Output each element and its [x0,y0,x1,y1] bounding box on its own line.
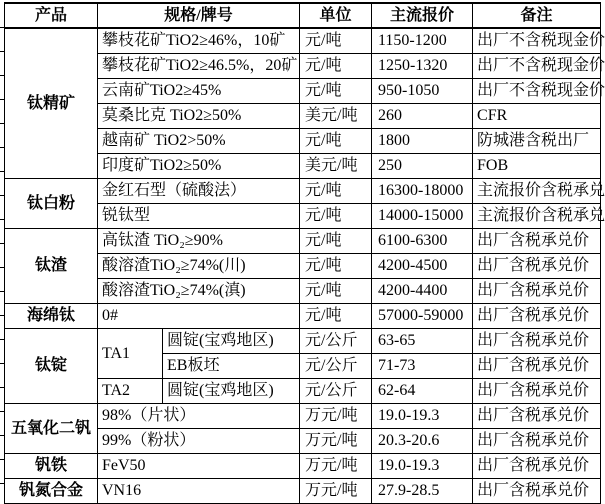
spec-cell: 越南矿 TiO2>50% [98,129,300,154]
note-cell: 出厂含税承兑价 [473,379,601,404]
header-product: 产品 [5,3,98,28]
table-row [5,229,601,254]
unit-cell: 元/吨 [300,304,372,329]
spec-cell: VN16 [98,479,300,504]
unit-cell: 万元/吨 [300,454,372,479]
note-cell: CFR [473,104,601,129]
note-cell: 出厂含税承兑价 [473,454,601,479]
product-cell: 钛精矿 [5,28,98,179]
header-unit: 单位 [300,3,372,28]
unit-cell: 元/吨 [300,28,372,54]
spec-cell: 酸溶渣TiO₂≥74%(川) [98,254,300,279]
table-row [5,404,601,429]
product-cell: 钒铁 [5,454,98,479]
price-cell: 260 [372,104,473,129]
price-cell: 16300-18000 [372,179,473,204]
product-cell: 钛白粉 [5,179,98,229]
note-cell: FOB [473,154,601,179]
note-cell: 主流报价含税承兑 [473,204,601,229]
product-cell: 五氧化二钒 [5,404,98,454]
unit-cell: 元/吨 [300,204,372,229]
spec-cell: 圆锭(宝鸡地区) [163,329,300,354]
spec-cell: 99%（粉状） [98,429,300,454]
unit-cell: 元/吨 [300,179,372,204]
spec-cell: 圆锭(宝鸡地区) [163,379,300,404]
price-cell: 62-64 [372,379,473,404]
price-cell: 20.3-20.6 [372,429,473,454]
product-cell: 钛渣 [5,229,98,304]
spec-cell: 金红石型（硫酸法） [98,179,300,204]
price-table [4,2,605,504]
price-cell: 14000-15000 [372,204,473,229]
table-row [5,329,601,354]
spec-cell: 莫桑比克 TiO2≥50% [98,104,300,129]
price-cell: 1800 [372,129,473,154]
spec-cell: 锐钛型 [98,204,300,229]
header-price: 主流报价 [372,3,473,28]
header-spec: 规格/牌号 [98,3,300,28]
price-cell: 4200-4400 [372,279,473,304]
spec-cell: 酸溶渣TiO₂≥74%(滇) [98,279,300,304]
note-cell: 出厂含税承兑价 [473,254,601,279]
note-cell: 出厂含税承兑价 [473,229,601,254]
product-cell: 钒氮合金 [5,479,98,504]
note-cell: 防城港含税出厂 [473,129,601,154]
price-cell: 6100-6300 [372,229,473,254]
spec-cell: EB板坯 [163,354,300,379]
price-cell: 19.0-19.3 [372,454,473,479]
price-cell: 250 [372,154,473,179]
price-cell: 950-1050 [372,79,473,104]
unit-cell: 元/公斤 [300,329,372,354]
unit-cell: 万元/吨 [300,404,372,429]
note-cell: 主流报价含税承兑 [473,179,601,204]
unit-cell: 元/公斤 [300,354,372,379]
table-row [5,179,601,204]
unit-cell: 元/公斤 [300,379,372,404]
spec-cell: 印度矿TiO2≥50% [98,154,300,179]
note-cell: 出厂含税承兑价 [473,479,601,504]
spec-cell: FeV50 [98,454,300,479]
table-row [5,28,601,54]
product-cell: 海绵钛 [5,304,98,329]
grade-cell: TA1 [98,329,163,379]
product-cell: 钛锭 [5,329,98,404]
price-cell: 4200-4500 [372,254,473,279]
note-cell: 出厂不含税现金价 [473,28,601,54]
note-cell: 出厂含税承兑价 [473,279,601,304]
table-row [5,304,601,329]
unit-cell: 元/吨 [300,254,372,279]
unit-cell: 万元/吨 [300,429,372,454]
unit-cell: 元/吨 [300,129,372,154]
unit-cell: 元/吨 [300,79,372,104]
spec-cell: 高钛渣 TiO₂≥90% [98,229,300,254]
grade-cell: TA2 [98,379,163,404]
note-cell: 出厂不含税现金价 [473,54,601,79]
price-cell: 63-65 [372,329,473,354]
unit-cell: 美元/吨 [300,104,372,129]
spec-cell: 云南矿TiO2≥45% [98,79,300,104]
price-cell: 1250-1320 [372,54,473,79]
spec-cell: 攀枝花矿TiO2≥46.5%，20矿 [98,54,300,79]
unit-cell: 元/吨 [300,279,372,304]
price-cell: 1150-1200 [372,28,473,54]
note-cell: 出厂含税承兑价 [473,429,601,454]
unit-cell: 万元/吨 [300,479,372,504]
note-cell: 出厂含税承兑价 [473,404,601,429]
header-row [5,3,601,28]
price-cell: 19.0-19.3 [372,404,473,429]
note-cell: 出厂不含税现金价 [473,79,601,104]
price-cell: 57000-59000 [372,304,473,329]
table-row [5,479,601,504]
note-cell: 出厂含税承兑价 [473,304,601,329]
note-cell: 出厂含税承兑价 [473,354,601,379]
spec-cell: 攀枝花矿TiO2≥46%，10矿 [98,28,300,54]
spec-cell: 98%（片状） [98,404,300,429]
unit-cell: 元/吨 [300,54,372,79]
spec-cell: 0# [98,304,300,329]
note-cell: 出厂含税承兑价 [473,329,601,354]
unit-cell: 美元/吨 [300,154,372,179]
price-cell: 71-73 [372,354,473,379]
table-row [5,454,601,479]
price-cell: 27.9-28.5 [372,479,473,504]
unit-cell: 元/吨 [300,229,372,254]
header-note: 备注 [473,3,601,28]
